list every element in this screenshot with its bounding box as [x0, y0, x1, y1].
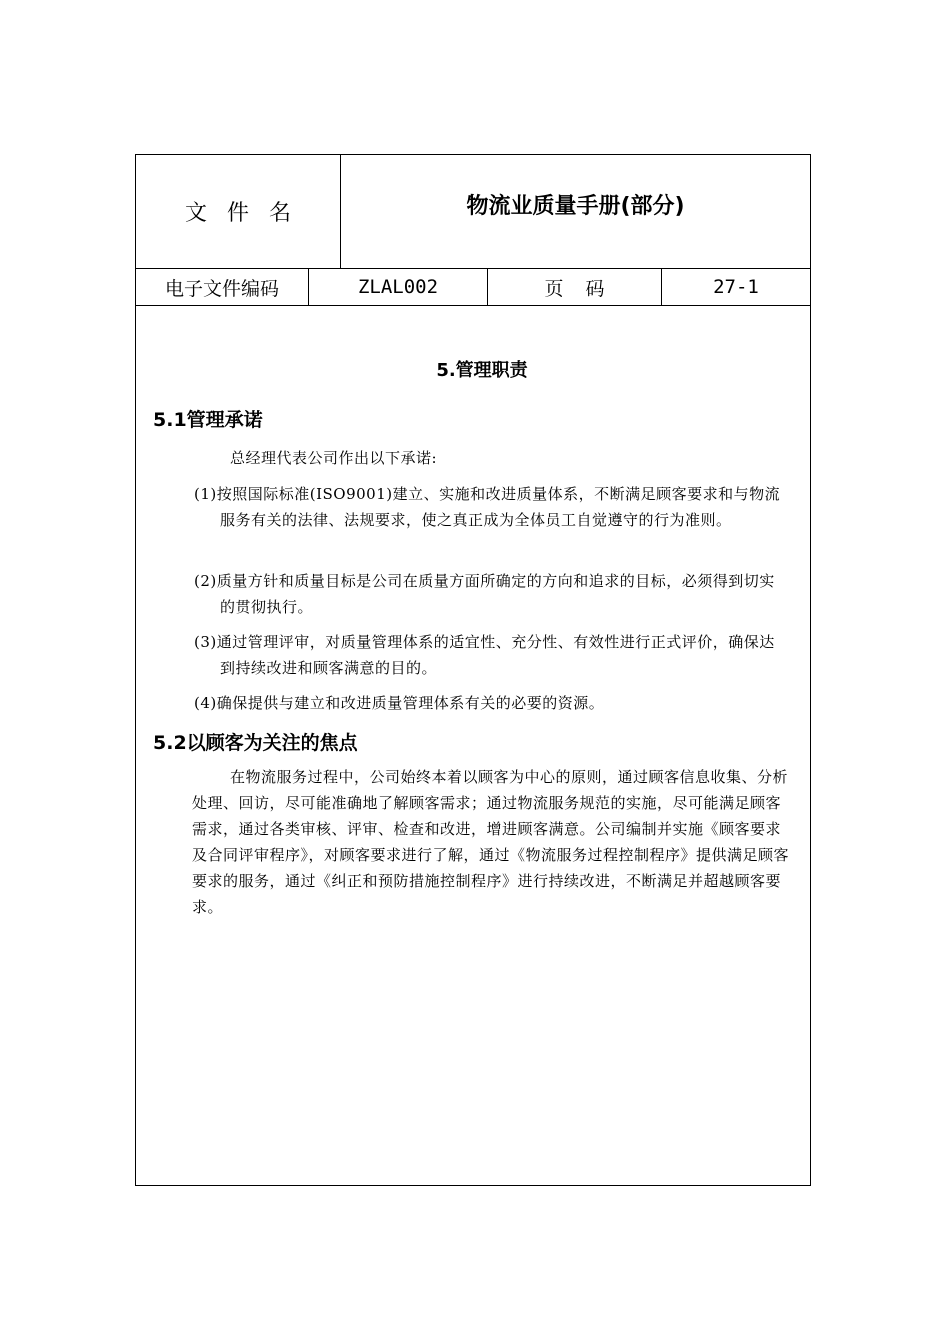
code-label: 电子文件编码: [136, 269, 309, 305]
header-row-code: [136, 269, 810, 306]
commitment-item-4: (4)确保提供与建立和改进质量管理体系有关的必要的资源。: [194, 694, 605, 712]
header-row-title: [136, 155, 810, 269]
page-label: 页码: [488, 269, 662, 305]
document-title: 物流业质量手册(部分): [466, 194, 685, 219]
code-value: ZLAL002: [309, 269, 488, 305]
chapter-heading: 5.管理职责: [436, 360, 528, 381]
section-heading-5-1: 5.1管理承诺: [153, 409, 263, 431]
document-body: [136, 306, 810, 1185]
commitment-item-1: (1)按照国际标准(ISO9001)建立、实施和改进质量体系，不断满足顾客要求和与物流服务有关的法律、法规要求，使之真正成为全体员工自觉遵守的行为准则。: [194, 485, 781, 529]
section-heading-5-2: 5.2以顾客为关注的焦点: [153, 732, 358, 754]
document-frame: [135, 154, 811, 1186]
commitment-item-3: (3)通过管理评审，对质量管理体系的适宜性、充分性、有效性进行正式评价，确保达到持续改进和顾客满意的目的。: [194, 633, 775, 677]
section-1-intro: 总经理代表公司作出以下承诺:: [230, 449, 438, 467]
commitment-item-2: (2)质量方针和质量目标是公司在质量方面所确定的方向和追求的目标，必须得到切实的贯彻执行。: [194, 572, 775, 616]
section-2-body: 在物流服务过程中，公司始终本着以顾客为中心的原则，通过顾客信息收集、分析处理、回访，尽可能准确地了解顾客需求；通过物流服务规范的实施，尽可能满足顾客需求，通过各类审核、评审、检查和改进，增进顾客满意。公司编制并实施《顾客要求及合同评审程序》，对顾客要求进行了解，通过《物流服务过程控制程序》提供满足顾客要求的服务，通过《纠正和预防措施控制程序》进行持续改进，不断满足并超越顾客要求。: [192, 768, 790, 916]
file-name-label: 文件名: [136, 155, 341, 268]
page-value: 27-1: [713, 276, 759, 298]
